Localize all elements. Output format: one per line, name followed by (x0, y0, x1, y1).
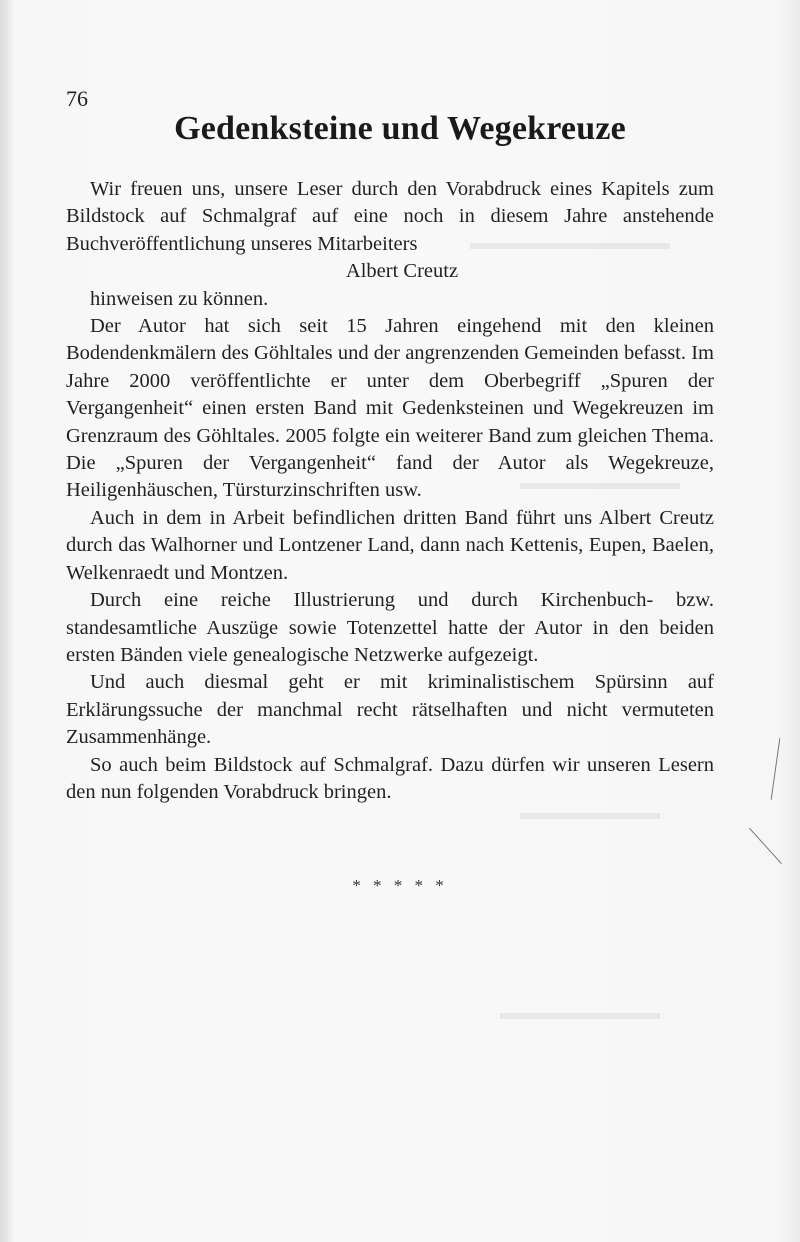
margin-pencil-mark (771, 738, 781, 800)
body-paragraph: Und auch diesmal geht er mit kriminalistischem Spürsinn auf Erklärungssuche der manchmal recht rätselhaften und nicht vermuteten Zusammenhänge. (66, 671, 714, 749)
body-paragraph: So auch beim Bildstock auf Schmalgraf. Dazu dürfen wir unseren Lesern den nun folgenden Vorabdruck bringen. (66, 753, 714, 803)
show-through-block: ▬▬▬▬▬▬▬▬ (520, 472, 680, 494)
page-edge-shadow (0, 0, 14, 1242)
body-paragraph: Durch eine reiche Illustrierung und durch Kirchenbuch- bzw. standesamtliche Auszüge sowie Totenzettel hatte der Autor in den beiden ersten Bänden viele genealogische Netzwerke aufgezeigt. (66, 589, 714, 666)
body-paragraph: Auch in dem in Arbeit befindlichen dritten Band führt uns Albert Creutz durch das Walhorner und Lontzener Land, dann nach Kettenis, Eupen, Baelen, Welkenraedt und Montzen. (66, 506, 714, 584)
page-title: Gedenksteine und Wegekreuze (174, 110, 626, 147)
show-through-block: ▬▬▬▬▬▬▬▬ (500, 1002, 660, 1024)
intro-paragraph: Wir freuen uns, unsere Leser durch den Vorabdruck eines Kapitels zum Bildstock auf Schmalgraf auf eine noch in diesem Jahre anstehende Buchveröffentlichung unseres Mitarbeiters (66, 178, 714, 255)
show-through-block: ▬▬▬▬▬▬▬ (520, 802, 660, 824)
intro-end: hinweisen zu können. (90, 287, 269, 310)
show-through-block: ▬▬▬▬▬▬▬▬▬▬ (470, 232, 670, 254)
section-separator: * * * * * (352, 876, 448, 895)
article-body (66, 176, 714, 806)
body-paragraph: Der Autor hat sich seit 15 Jahren eingehend mit den kleinen Bodendenkmälern des Göhltales und der angrenzenden Gemeinden befasst. Im Jahre 2000 veröffentlichte er unter dem Oberbegriff „Spuren der Vergangenheit“ einen ersten Band mit Gedenksteinen und Wegekreuzen im Grenzraum des Göhltales. 2005 folgte ein weiterer Band zum gleichen Thema. Die „Spuren der Vergangenheit“ fand der Autor als Wegekreuze, Heiligenhäuschen, Türsturzinschriften usw. (66, 315, 714, 502)
author-name: Albert Creutz (345, 260, 459, 283)
margin-pencil-mark (749, 828, 782, 864)
page-number: 76 (66, 86, 88, 111)
